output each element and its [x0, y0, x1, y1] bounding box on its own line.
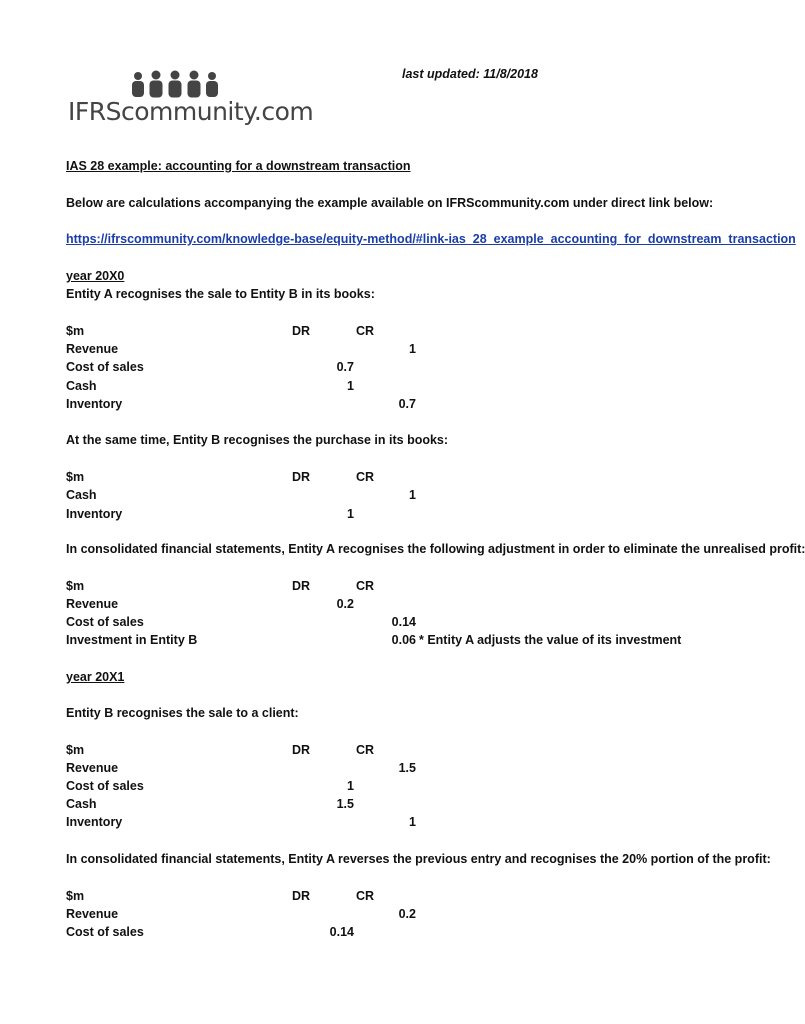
- dr-value: 1.5: [336, 797, 354, 811]
- row-label: Cost of sales: [66, 779, 144, 793]
- intro-text: Below are calculations accompanying the example available on IFRScommunity.com under direct link below:: [66, 196, 714, 210]
- row-label: Cash: [66, 488, 97, 502]
- cr-value: 1: [409, 815, 416, 829]
- row-label: Inventory: [66, 507, 123, 521]
- row-note: * Entity A adjusts the value of its investment: [419, 633, 682, 647]
- people-icon: [124, 70, 244, 98]
- cr-value: 0.2: [398, 907, 416, 921]
- unit-header: $m: [66, 743, 85, 757]
- paragraph-entity-b-sale: Entity B recognises the sale to a client:: [66, 706, 299, 720]
- dr-header: DR: [292, 324, 311, 338]
- cr-value: 1: [409, 342, 416, 356]
- dr-header: DR: [292, 470, 311, 484]
- cr-header: CR: [356, 579, 375, 593]
- heading-year-20x1: year 20X1: [66, 670, 125, 684]
- row-label: Revenue: [66, 761, 119, 775]
- dr-value: 1: [347, 779, 354, 793]
- unit-header: $m: [66, 324, 85, 338]
- dr-value: 1: [347, 507, 354, 521]
- unit-header: $m: [66, 579, 85, 593]
- paragraph-entity-b-purchase: At the same time, Entity B recognises the purchase in its books:: [66, 433, 449, 447]
- dr-value: 1: [347, 379, 354, 393]
- row-label: Revenue: [66, 342, 119, 356]
- cr-header: CR: [356, 889, 375, 903]
- cr-value: 0.06: [391, 633, 416, 647]
- paragraph-reversal: In consolidated financial statements, Entity A reverses the previous entry and recognises the 20% portion of the profit:: [66, 852, 771, 866]
- unit-header: $m: [66, 889, 85, 903]
- dr-header: DR: [292, 743, 311, 757]
- page-title: IAS 28 example: accounting for a downstream transaction: [66, 159, 411, 173]
- row-label: Inventory: [66, 397, 123, 411]
- last-updated: last updated: 11/8/2018: [402, 67, 538, 81]
- dr-header: DR: [292, 579, 311, 593]
- ifrscommunity-logo: [64, 70, 314, 132]
- row-label: Cost of sales: [66, 615, 144, 629]
- example-link[interactable]: https://ifrscommunity.com/knowledge-base/equity-method/#link-ias_28_example_accounting_for_downstream_transaction: [66, 232, 796, 246]
- cr-value: 0.14: [391, 615, 416, 629]
- row-label: Revenue: [66, 597, 119, 611]
- cr-header: CR: [356, 324, 375, 338]
- dr-header: DR: [292, 889, 311, 903]
- row-label: Cost of sales: [66, 360, 144, 374]
- paragraph-consolidation-adjustment: In consolidated financial statements, Entity A recognises the following adjustment in order to eliminate the unrealised profit:: [66, 542, 805, 556]
- paragraph-entity-a-sale: Entity A recognises the sale to Entity B in its books:: [66, 287, 375, 301]
- cr-value: 1.5: [398, 761, 416, 775]
- cr-value: 0.7: [398, 397, 416, 411]
- row-label: Inventory: [66, 815, 123, 829]
- cr-header: CR: [356, 743, 375, 757]
- row-label: Cash: [66, 379, 97, 393]
- unit-header: $m: [66, 470, 85, 484]
- row-label: Cash: [66, 797, 97, 811]
- cr-header: CR: [356, 470, 375, 484]
- cr-value: 1: [409, 488, 416, 502]
- row-label: Investment in Entity B: [66, 633, 198, 647]
- dr-value: 0.2: [336, 597, 354, 611]
- row-label: Revenue: [66, 907, 119, 921]
- logo-text: IFRScommunity.com: [68, 97, 314, 126]
- heading-year-20x0: year 20X0: [66, 269, 125, 283]
- dr-value: 0.7: [336, 360, 354, 374]
- row-label: Cost of sales: [66, 925, 144, 939]
- dr-value: 0.14: [329, 925, 354, 939]
